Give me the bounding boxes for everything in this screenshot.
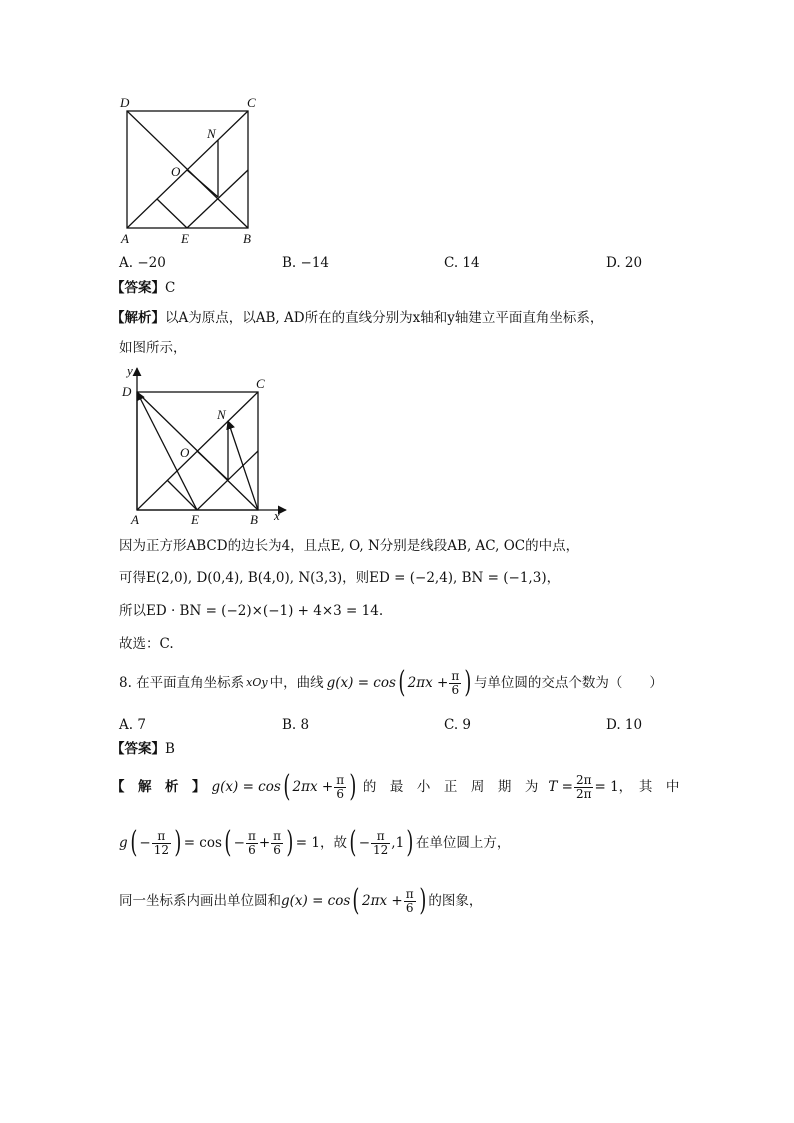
q8-l2-paren1-open: ( [130, 825, 138, 860]
q8-analysis-paren-close: ) [349, 769, 357, 804]
q8-l2-plus: + [258, 835, 271, 851]
fig2-label-y: y [127, 363, 133, 378]
q8-stem-func: g(x) = cos [326, 675, 396, 691]
q8-option-c: C. 9 [444, 717, 472, 733]
q8-l2-paren3-open: ( [349, 825, 357, 860]
q8-analysis-line3 [119, 883, 483, 918]
q7-answer-value: C [165, 280, 176, 296]
fig2-label-o: O [180, 445, 190, 460]
fig1-label-o: O [171, 164, 181, 179]
q8-l3-paren-open: ( [352, 883, 360, 918]
q8-l3-frac-den: 6 [405, 900, 414, 915]
q8-l2-comma-one: ,1 [391, 835, 405, 851]
q8-l2-frac4-num: π [371, 830, 390, 844]
q8-stem-mid: 中，曲线 [269, 675, 324, 691]
q8-answer [111, 740, 175, 758]
q8-stem-xoy: xOy [246, 676, 268, 689]
q8-l3-frac-num: π [405, 886, 414, 901]
q8-l2-neg3: − [358, 835, 370, 851]
q8-paren-close: ) [464, 665, 472, 700]
fig1-label-c: C [247, 95, 256, 110]
q8-stem [119, 665, 663, 700]
fig2-label-n: N [217, 407, 226, 422]
q8-analysis-frac1 [334, 774, 346, 801]
fig2-label-d: D [122, 384, 132, 399]
q8-stem-arg: 2πx + [407, 675, 449, 691]
q8-stem-fraction [449, 670, 461, 697]
q7-line3: 因为正方形ABCD的边长为4，且点E, O, N分别是线段AB, AC, OC的中点， [119, 538, 580, 554]
q7-line5: 所以ED · BN = (−2)×(−1) + 4×3 = 14. [119, 603, 384, 619]
q8-l3-func: g(x) = cos [281, 893, 351, 909]
q8-l2-above: 在单位圆上方， [415, 835, 511, 851]
q8-l2-frac2-den: 6 [248, 842, 256, 857]
q8-stem-suffix: 与单位圆的交点个数为（ ） [473, 675, 663, 691]
q7-analysis-label: 【解析】 [111, 310, 165, 326]
fig2-label-a: A [131, 512, 139, 527]
q8-analysis-period-t: T = [548, 779, 573, 795]
q8-l3-arg: 2πx + [362, 893, 403, 909]
q8-l2-frac2-num: π [247, 828, 256, 843]
q8-analysis-label: 【 解 析 】 [111, 779, 206, 795]
q8-l2-frac1 [152, 830, 171, 857]
q8-answer-label: 【答案】 [111, 741, 165, 757]
q7-option-a: A. −20 [119, 255, 166, 271]
q8-l2-frac4 [371, 830, 390, 857]
q7-analysis-line2: 如图所示， [119, 340, 187, 356]
q8-l2-frac3 [271, 830, 283, 857]
q7-option-c: C. 14 [444, 255, 480, 271]
segment-o-mid-2 [197, 451, 228, 480]
q8-l2-paren1-close: ) [174, 825, 182, 860]
fig2-label-e: E [191, 512, 199, 527]
q8-l2-eq-one: = 1，故 [295, 835, 347, 851]
q8-l2-paren2-close: ) [286, 825, 294, 860]
q8-analysis-frac1-num: π [336, 772, 345, 787]
q8-analysis-frac2 [574, 774, 594, 801]
q8-analysis-frac2-den: 2π [575, 786, 592, 801]
q8-l2-eqcos: = cos [183, 835, 222, 851]
q8-analysis-frac2-num: 2π [575, 772, 592, 787]
q8-l2-neg2: − [233, 835, 245, 851]
segment-e-up-2 [167, 480, 197, 510]
q8-l3-suffix: 的图象， [428, 893, 483, 909]
q8-l2-frac4-den: 12 [373, 842, 389, 857]
q8-l3-paren-close: ) [418, 883, 426, 918]
q8-g: g [119, 835, 128, 851]
q8-l3-prefix: 同一坐标系内画出单位圆和 [119, 893, 281, 909]
q8-analysis-paren-open: ( [283, 769, 291, 804]
q8-option-b: B. 8 [282, 717, 310, 733]
q8-paren-open: ( [398, 665, 406, 700]
coordinate-figure-2 [0, 0, 794, 540]
q7-line4: 可得E(2,0), D(0,4), B(4,0), N(3,3)，则ED = (−2,4), BN = (−1,3)， [119, 570, 561, 586]
q7-analysis-text: 以A为原点，以AB, AD所在的直线分别为x轴和y轴建立平面直角坐标系， [165, 310, 604, 326]
q8-option-a: A. 7 [119, 717, 146, 733]
q8-analysis-line2 [119, 825, 511, 860]
q7-option-d: D. 20 [606, 255, 643, 271]
q8-l2-frac2 [246, 830, 258, 857]
q8-l2-frac3-num: π [273, 828, 282, 843]
q7-line6: 故选：C. [119, 636, 174, 652]
q8-l2-paren2-open: ( [224, 825, 232, 860]
fig1-label-b: B [243, 231, 251, 246]
q7-option-b: B. −14 [282, 255, 329, 271]
q8-l2-frac3-den: 6 [273, 842, 281, 857]
q8-l2-paren3-close: ) [406, 825, 414, 860]
fig1-label-d: D [120, 95, 130, 110]
q8-l3-frac [404, 888, 416, 915]
q8-analysis-period-eq: = 1， 其 中 [594, 779, 680, 795]
q8-stem-prefix: 8. 在平面直角坐标系 [119, 675, 245, 691]
q8-answer-value: B [165, 741, 175, 757]
q8-analysis-line1 [111, 769, 681, 804]
q8-option-d: D. 10 [606, 717, 643, 733]
q8-l2-neg1: − [139, 835, 151, 851]
fig2-label-b: B [250, 512, 258, 527]
q8-analysis-func: g(x) = cos [211, 779, 281, 795]
fig1-label-a: A [121, 231, 129, 246]
q8-l2-frac1-num: π [152, 830, 171, 844]
q7-answer-label: 【答案】 [111, 280, 165, 296]
q8-analysis-period-text: 的 最 小 正 周 期 为 [362, 779, 539, 795]
q8-analysis-frac1-den: 6 [336, 786, 344, 801]
q8-stem-frac-den: 6 [451, 682, 460, 697]
q8-stem-frac-num: π [451, 668, 460, 683]
q8-analysis-arg: 2πx + [292, 779, 334, 795]
fig1-label-e: E [181, 231, 189, 246]
fig1-label-n: N [207, 126, 216, 141]
q8-l2-frac1-den: 12 [153, 842, 169, 857]
fig2-label-c: C [256, 376, 265, 391]
fig2-label-x: x [274, 508, 280, 523]
